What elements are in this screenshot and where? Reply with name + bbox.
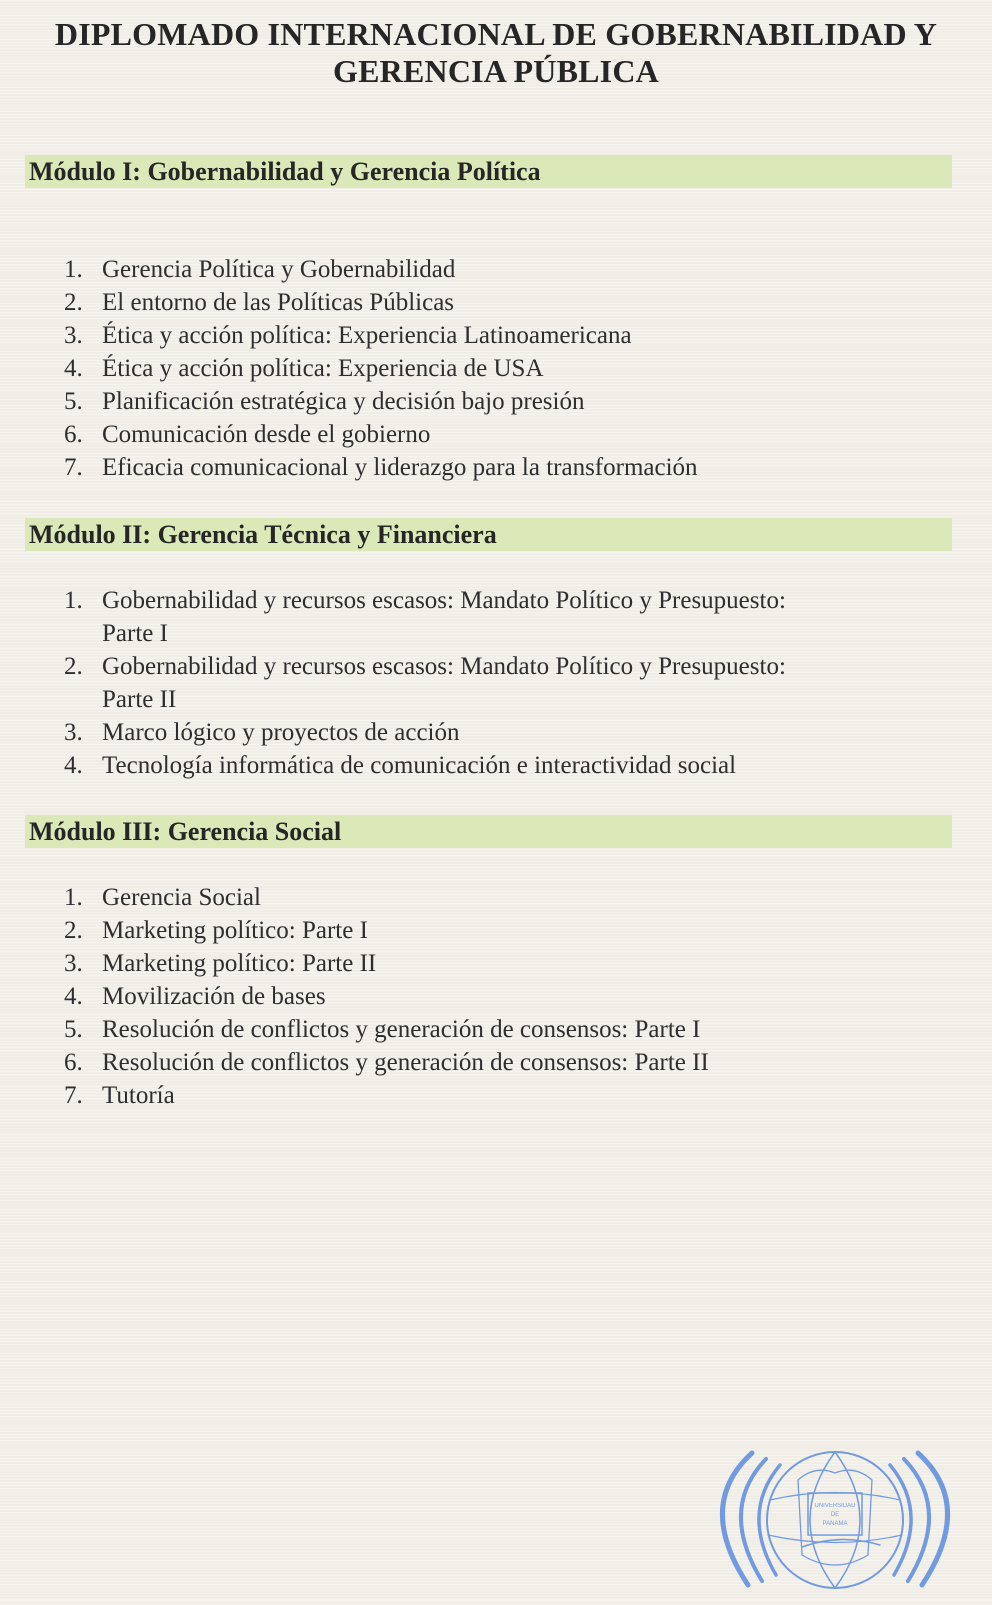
item-number: 1. [64,884,83,911]
module-1-header [25,155,952,188]
item-text: Tecnología informática de comunicación e interactividad social [102,752,737,779]
title-line-2: GERENCIA PÚBLICA [333,53,659,89]
seal-text-line-1: UNIVERSIDAD [814,1503,856,1509]
item-number: 4. [64,983,83,1010]
item-text: Tutoría [102,1082,175,1109]
item-number: 3. [64,719,83,746]
item-number: 7. [64,454,83,481]
module-1-title: Módulo I: Gobernabilidad y Gerencia Política [29,157,541,186]
document-title [0,16,992,90]
item-text: Resolución de conflictos y generación de consensos: Parte II [102,1049,709,1076]
university-seal-icon [690,1425,980,1600]
module-2-title: Módulo II: Gerencia Técnica y Financiera [29,520,497,549]
item-text: El entorno de las Políticas Públicas [102,289,455,316]
item-text: Marketing político: Parte I [102,917,368,944]
item-number: 6. [64,421,83,448]
item-text: Marco lógico y proyectos de acción [102,719,460,746]
item-text: Movilización de bases [102,983,326,1010]
module-3-header [25,815,952,848]
item-number: 5. [64,1016,83,1043]
item-text: Ética y acción política: Experiencia de USA [102,355,544,382]
item-text: Marketing político: Parte II [102,950,377,977]
item-text: Resolución de conflictos y generación de consensos: Parte I [102,1016,701,1043]
item-number: 2. [64,653,83,680]
item-number: 4. [64,355,83,382]
item-number: 2. [64,917,83,944]
item-number: 7. [64,1082,83,1109]
item-text: Gerencia Política y Gobernabilidad [102,256,456,283]
item-text: Gobernabilidad y recursos escasos: Mandato Político y Presupuesto: Parte II [102,653,786,713]
item-text: Ética y acción política: Experiencia Latinoamericana [102,322,632,349]
item-number: 2. [64,289,83,316]
item-number: 1. [64,587,83,614]
seal-text-line-2: DE [830,1512,840,1518]
item-text: Gobernabilidad y recursos escasos: Mandato Político y Presupuesto: Parte I [102,587,786,647]
seal-text-line-3: PANAMA [822,1521,848,1527]
item-number: 3. [64,322,83,349]
module-2-header [25,518,952,551]
item-number: 6. [64,1049,83,1076]
item-number: 3. [64,950,83,977]
module-3-title: Módulo III: Gerencia Social [29,817,342,846]
item-text: Comunicación desde el gobierno [102,421,431,448]
item-number: 5. [64,388,83,415]
item-text: Eficacia comunicacional y liderazgo para la transformación [102,454,698,481]
item-text: Gerencia Social [102,884,261,911]
item-number: 1. [64,256,83,283]
title-line-1: DIPLOMADO INTERNACIONAL DE GOBERNABILIDAD Y [54,16,938,52]
item-text: Planificación estratégica y decisión bajo presión [102,388,585,415]
item-number: 4. [64,752,83,779]
